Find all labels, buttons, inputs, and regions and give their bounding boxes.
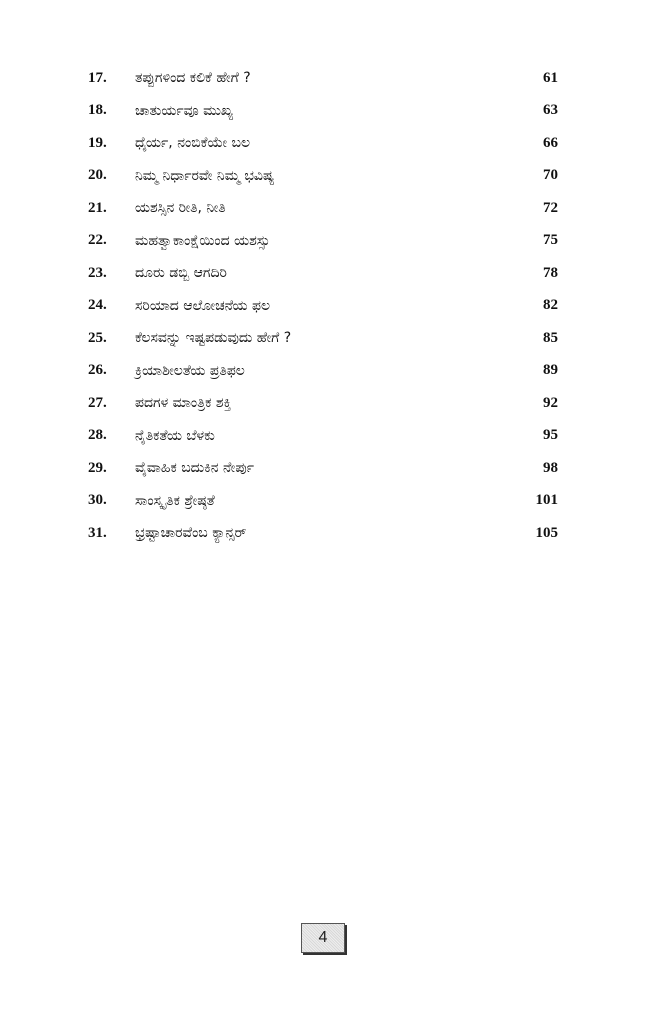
entry-title: ಮಹತ್ವಾಕಾಂಕ್ಷೆಯಿಂದ ಯಶಸ್ಸು <box>135 232 270 249</box>
toc-entry <box>88 257 558 290</box>
toc-entry <box>88 160 558 193</box>
entry-title: ನೈತಿಕತೆಯ ಬೆಳಕು <box>135 427 215 444</box>
entry-number: 30. <box>88 492 107 509</box>
entry-number: 27. <box>88 394 107 411</box>
entry-number: 19. <box>88 134 107 151</box>
toc-entry <box>88 387 558 420</box>
entry-title: ಪದಗಳ ಮಾಂತ್ರಿಕ ಶಕ್ತಿ <box>135 395 232 412</box>
entry-number: 25. <box>88 329 107 346</box>
entry-number: 24. <box>88 297 107 314</box>
entry-number: 23. <box>88 264 107 281</box>
entry-page: 92 <box>543 394 558 411</box>
entry-page: 61 <box>543 69 558 86</box>
entry-title: ಯಶಸ್ಸಿನ ರೀತಿ, ನೀತಿ <box>135 200 226 217</box>
entry-number: 18. <box>88 102 107 119</box>
entry-title: ಕ್ರಿಯಾಶೀಲತೆಯ ಪ್ರತಿಫಲ <box>135 362 245 379</box>
entry-number: 26. <box>88 362 107 379</box>
entry-page: 98 <box>543 459 558 476</box>
entry-page: 85 <box>543 329 558 346</box>
entry-title: ಸಾಂಸ್ಕೃತಿಕ ಶ್ರೇಷ್ಠತೆ <box>135 492 215 509</box>
entry-number: 17. <box>88 69 107 86</box>
entry-title: ತಪ್ಪುಗಳಿಂದ ಕಲಿಕೆ ಹೇಗೆ ? <box>135 70 251 87</box>
toc-entry <box>88 355 558 388</box>
entry-title: ಧೈರ್ಯ, ನಂಬಿಕೆಯೇ ಬಲ <box>135 135 251 152</box>
entry-title: ಭ್ರಷ್ಟಾಚಾರವೆಂಬ ಕ್ಯಾನ್ಸರ್ <box>135 525 247 542</box>
entry-number: 21. <box>88 199 107 216</box>
toc-entry <box>88 420 558 453</box>
entry-number: 28. <box>88 427 107 444</box>
toc-entry <box>88 95 558 128</box>
entry-number: 29. <box>88 459 107 476</box>
entry-number: 20. <box>88 167 107 184</box>
entry-title: ವೈವಾಹಿಕ ಬದುಕಿನ ನೇರ್ಪು <box>135 460 254 477</box>
toc-entry <box>88 290 558 323</box>
entry-page: 95 <box>543 427 558 444</box>
entry-page: 78 <box>543 264 558 281</box>
entry-title: ನಿಮ್ಮ ನಿರ್ಧಾರವೇ ನಿಮ್ಮ ಭವಿಷ್ಯ <box>135 167 275 184</box>
toc-entry <box>88 485 558 518</box>
entry-page: 89 <box>543 362 558 379</box>
toc-entry <box>88 517 558 550</box>
toc-entry <box>88 225 558 258</box>
entry-title: ಕೆಲಸವನ್ನು ಇಷ್ಟಪಡುವುದು ಹೇಗೆ ? <box>135 330 292 347</box>
page-number: 4 <box>301 923 345 953</box>
entry-number: 31. <box>88 524 107 541</box>
entry-page: 66 <box>543 134 558 151</box>
entry-page: 63 <box>543 102 558 119</box>
entry-page: 72 <box>543 199 558 216</box>
entry-number: 22. <box>88 232 107 249</box>
entry-page: 82 <box>543 297 558 314</box>
toc-entry <box>88 452 558 485</box>
toc-entry <box>88 192 558 225</box>
entry-page: 70 <box>543 167 558 184</box>
entry-page: 75 <box>543 232 558 249</box>
toc-entry <box>88 322 558 355</box>
entry-title: ದೂರು ಡಬ್ಬಿ ಆಗದಿರಿ <box>135 265 227 282</box>
entry-page: 101 <box>535 492 558 509</box>
entry-page: 105 <box>535 524 558 541</box>
toc-entry <box>88 127 558 160</box>
entry-title: ಸರಿಯಾದ ಆಲೋಚನೆಯ ಫಲ <box>135 297 271 314</box>
entry-title: ಚಾತುರ್ಯವೂ ಮುಖ್ಯ <box>135 102 234 119</box>
toc-entry <box>88 62 558 95</box>
table-of-contents <box>88 62 558 550</box>
